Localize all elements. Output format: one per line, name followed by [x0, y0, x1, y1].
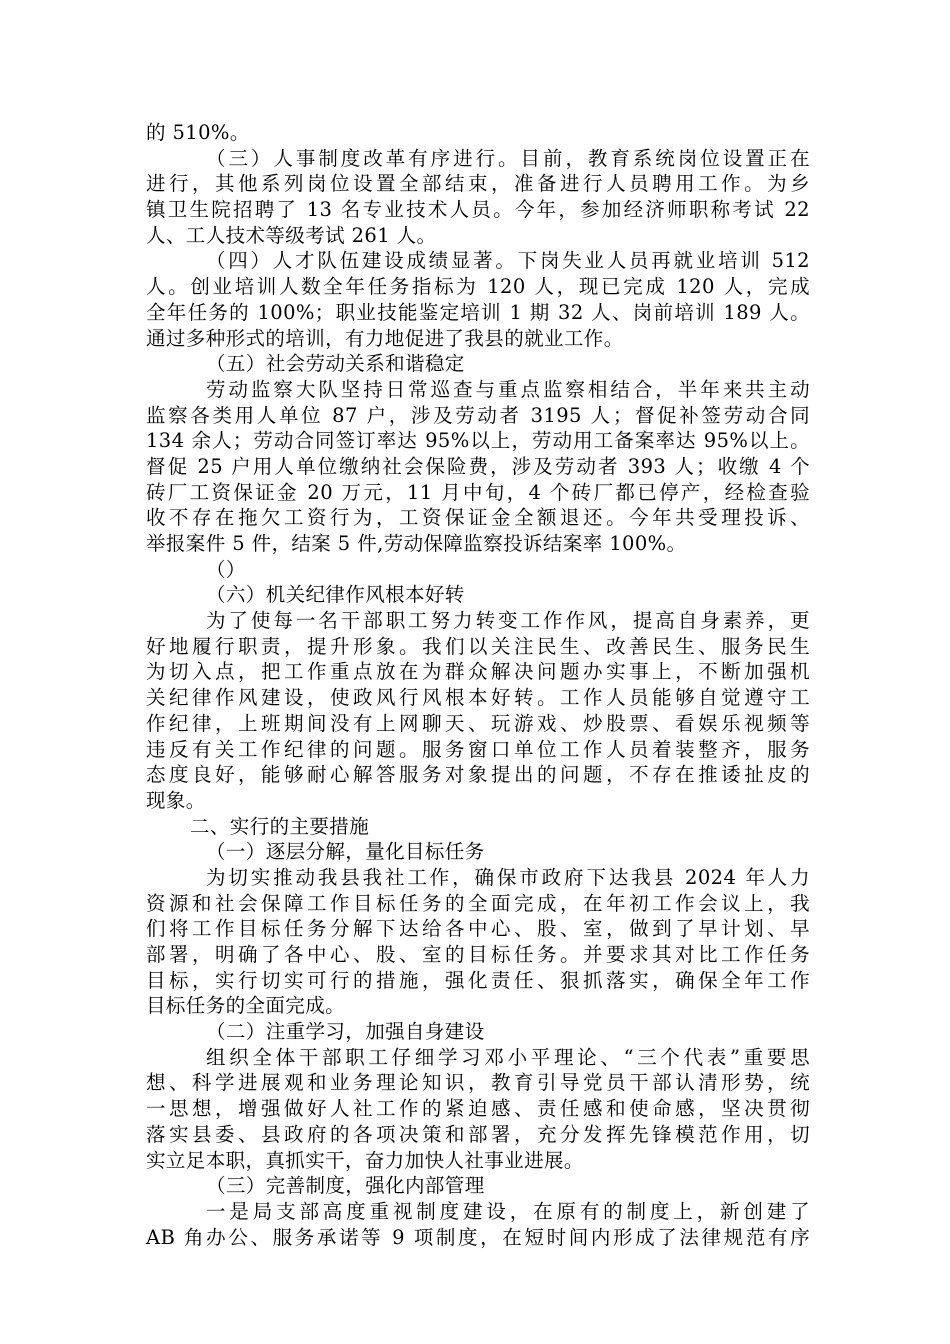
text-line: 人、工人技术等级考试 261 人。	[146, 223, 437, 247]
text-line: （一）逐层分解，量化目标任务	[206, 840, 485, 864]
text-line: 镇卫生院招聘了 13 名专业技术人员。今年，参加经济师职称考试 22	[146, 198, 810, 222]
text-line: 想、科学进展观和业务理论知识，教育引导党员干部认清形势，统	[146, 1071, 810, 1095]
text-line: 资源和社会保障工作目标任务的全面完成，在年初工作会议上，我	[146, 891, 810, 915]
text-line: 全年任务的 100%；职业技能鉴定培训 1 期 32 人、岗前培训 189 人。	[146, 300, 810, 324]
text-line: 一思想，增强做好人社工作的紧迫感、责任感和使命感，坚决贯彻	[146, 1097, 810, 1121]
text-line: （六）机关纪律作风根本好转	[206, 583, 465, 607]
text-line: 关纪律作风建设，使政风行风根本好转。工作人员能够自觉遵守工	[146, 686, 810, 710]
text-line: （二）注重学习，加强自身建设	[206, 1020, 485, 1044]
text-line: 违反有关工作纪律的问题。服务窗口单位工作人员着装整齐，服务	[146, 737, 810, 761]
text-line: 为切实推动我县我社工作，确保市政府下达我县 2024 年人力	[206, 865, 810, 889]
text-line: （四）人才队伍建设成绩显著。下岗失业人员再就业培训 512	[206, 249, 810, 273]
text-line: （）	[206, 557, 246, 581]
text-line: 们将工作目标任务分解下达给各中心、股、室，做到了早计划、早	[146, 917, 810, 941]
document-body	[146, 120, 810, 1250]
text-line: 二、实行的主要措施	[190, 814, 370, 838]
text-line: 部署，明确了各中心、股、室的目标任务。并要求其对比工作任务	[146, 943, 810, 966]
text-line: （三）完善制度，强化内部管理	[206, 1174, 485, 1198]
text-line: 现象。	[146, 788, 206, 812]
text-line: 好地履行职责，提升形象。我们以关注民生、改善民生、服务民生	[146, 634, 810, 658]
text-line: 组织全体干部职工仔细学习邓小平理论、“三个代表”重要思	[206, 1045, 810, 1069]
text-line: 通过多种形式的培训，有力地促进了我县的就业工作。	[146, 326, 624, 350]
text-line: 的 510%。	[146, 121, 250, 144]
text-line: 督促 25 户用人单位缴纳社会保险费，涉及劳动者 393 人；收缴 4 个	[146, 454, 810, 478]
text-line: 为切入点，把工作重点放在为群众解决问题办实事上，不断加强机	[146, 660, 810, 684]
text-line: 态度良好，能够耐心解答服务对象提出的问题，不存在推诿扯皮的	[146, 763, 810, 787]
text-line: 实立足本职，真抓实干，奋力加快人社事业进展。	[146, 1148, 584, 1172]
text-line: 监察各类用人单位 87 户，涉及劳动者 3195 人；督促补签劳动合同	[146, 403, 810, 427]
text-line: 目标，实行切实可行的措施，强化责任、狠抓落实，确保全年工作	[146, 968, 810, 992]
text-line: （三）人事制度改革有序进行。目前，教育系统岗位设置正在	[206, 146, 810, 170]
text-line: 劳动监察大队坚持日常巡查与重点监察相结合，半年来共主动	[206, 377, 810, 401]
text-line: 落实县委、县政府的各项决策和部署，充分发挥先锋模范作用，切	[146, 1122, 810, 1146]
text-line: （五）社会劳动关系和谐稳定	[206, 352, 465, 376]
text-line: 砖厂工资保证金 20 万元，11 月中旬，4 个砖厂都已停产，经检查验	[146, 480, 810, 504]
text-line: 收不存在拖欠工资行为，工资保证金全额退还。今年共受理投诉、	[146, 506, 810, 530]
text-line: 进行，其他系列岗位设置全部结束，准备进行人员聘用工作。为乡	[146, 172, 810, 196]
text-line: AB 角办公、服务承诺等 9 项制度，在短时间内形成了法律规范有序	[146, 1225, 810, 1249]
text-line: 作纪律，上班期间没有上网聊天、玩游戏、炒股票、看娱乐视频等	[146, 711, 810, 735]
text-line: 一是局支部高度重视制度建设，在原有的制度上，新创建了	[206, 1199, 810, 1223]
text-line: 为了使每一名干部职工努力转变工作作风，提高自身素养，更	[206, 609, 810, 633]
text-line: 134 余人；劳动合同签订率达 95%以上，劳动用工备案率达 95%以上。	[146, 429, 810, 453]
text-line: 目标任务的全面完成。	[146, 994, 346, 1018]
text-line: 举报案件 5 件，结案 5 件,劳动保障监察投诉结案率 100%。	[146, 532, 687, 555]
text-line: 人。创业培训人数全年任务指标为 120 人，现已完成 120 人，完成	[146, 275, 810, 299]
